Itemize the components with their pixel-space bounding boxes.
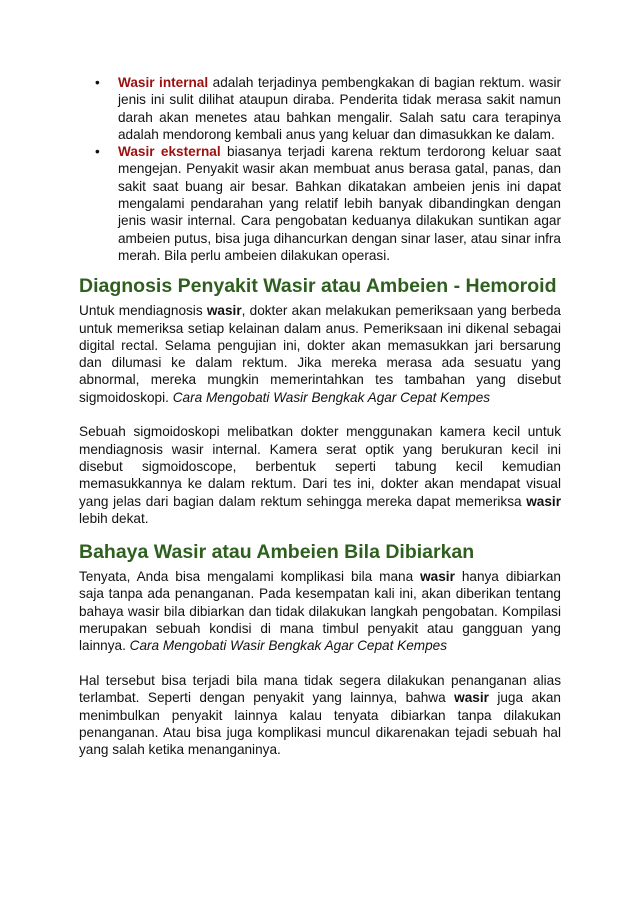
bullet-dot-icon: • [95,75,100,90]
text-run: hanya dibiarkan saja tanpa ada penanganan. Pada kesempatan kali ini, akan diberikan tentang bahaya wasir bila dibiarkan dan tidak dilakukan langkah pengobatan. Kompilasi merupakan sebuah kondisi di mana timbul penyakit atau gangguan yang lainnya. [79,569,561,654]
bold-keyword-wasir: wasir [454,690,489,706]
text-run: Tenyata, Anda bisa mengalami komplikasi bila mana [79,569,421,585]
paragraph-diagnosis-1 [79,302,561,406]
text-run: juga akan menimbulkan penyakit lainnya kalau tenyata dibiarkan tanpa dilakukan penanganan. Atau bisa juga komplikasi muncul dikarenakan tejadi sebuah hal yang salah ketika menanganinya. [79,690,561,758]
bullet-dot-icon: • [95,144,100,160]
italic-link-text: Cara Mengobati Wasir Bengkak Agar Cepat Kempes [172,389,491,405]
term-wasir-eksternal: Wasir eksternal [118,144,221,160]
text-run: lebih dekat. [79,510,149,526]
paragraph-diagnosis-2 [79,423,561,527]
term-wasir-internal: Wasir internal [118,75,209,90]
text-run: Untuk mendiagnosis [79,303,207,319]
bold-keyword-wasir: wasir [420,569,455,585]
bullet-item-internal [79,74,561,143]
paragraph-bahaya-2 [79,672,561,758]
bullet-text-internal: adalah terjadinya pembengkakan di bagian rektum. wasir jenis ini sulit dilihat ataupun diraba. Penderita tidak merasa sakit namun darah akan menetes atau bahkan mengalir. Salah satu cara terapinya adalah mendorong kembali anus yang keluar dan dimasukkan ke dalam. [118,75,561,142]
heading-bahaya: Bahaya Wasir atau Ambeien Bila Dibiarkan [79,541,475,564]
paragraph-bahaya-1 [79,568,561,654]
italic-link-text: Cara Mengobati Wasir Bengkak Agar Cepat Kempes [129,638,447,654]
text-run: Hal tersebut bisa terjadi bila mana tidak segera dilakukan penanganan alias terlambat. Seperti dengan penyakit yang lainnya, bahwa [79,672,561,706]
text-run: Sebuah sigmoidoskopi melibatkan dokter menggunakan kamera kecil untuk mendiagnosis wasir internal. Kamera serat optik yang berukuran kecil ini disebut sigmoidoscope, berbentuk seperti tabung kecil kemudian memasukkannya ke dalam rektum. Dari tes ini, dokter akan mendapat visual yang jelas dari bagian dalam rektum sehingga mereka dapat memeriksa [79,424,561,509]
document-page [79,74,561,758]
bullet-text-eksternal: biasanya terjadi karena rektum terdorong keluar saat mengejan. Penyakit wasir akan membuat anus berasa gatal, panas, dan sakit saat buang air besar. Bahkan dikatakan ambeien jenis ini dapat mengalami pendarahan yang relatif lebih banyak dibandingkan dengan jenis wasir internal. Cara pengobatan keduanya dilakukan suntikan agar ambeien putus, bisa juga dihancurkan dengan sinar laser, atau sinar infra merah. Bila perlu ambeien dilakukan operasi. [118,144,561,263]
bold-keyword-wasir: wasir [206,303,242,319]
bullet-item-eksternal [79,143,561,264]
heading-diagnosis: Diagnosis Penyakit Wasir atau Ambeien - Hemoroid [79,275,557,298]
text-run: , dokter akan melakukan pemeriksaan yang berbeda untuk memeriksa setiap kelainan dalam anus. Pemeriksaan ini dikenal sebagai digital rectal. Selama pengujian ini, dokter akan memasukkan jari bersarung dan dilumasi ke dalam rektum. Jika mereka merasa ada sesuatu yang abnormal, mereka mungkin memerintahkan tes tambahan yang disebut sigmoidoskopi. [79,303,561,405]
bold-keyword-wasir: wasir [526,493,561,509]
bullet-list [79,74,561,264]
